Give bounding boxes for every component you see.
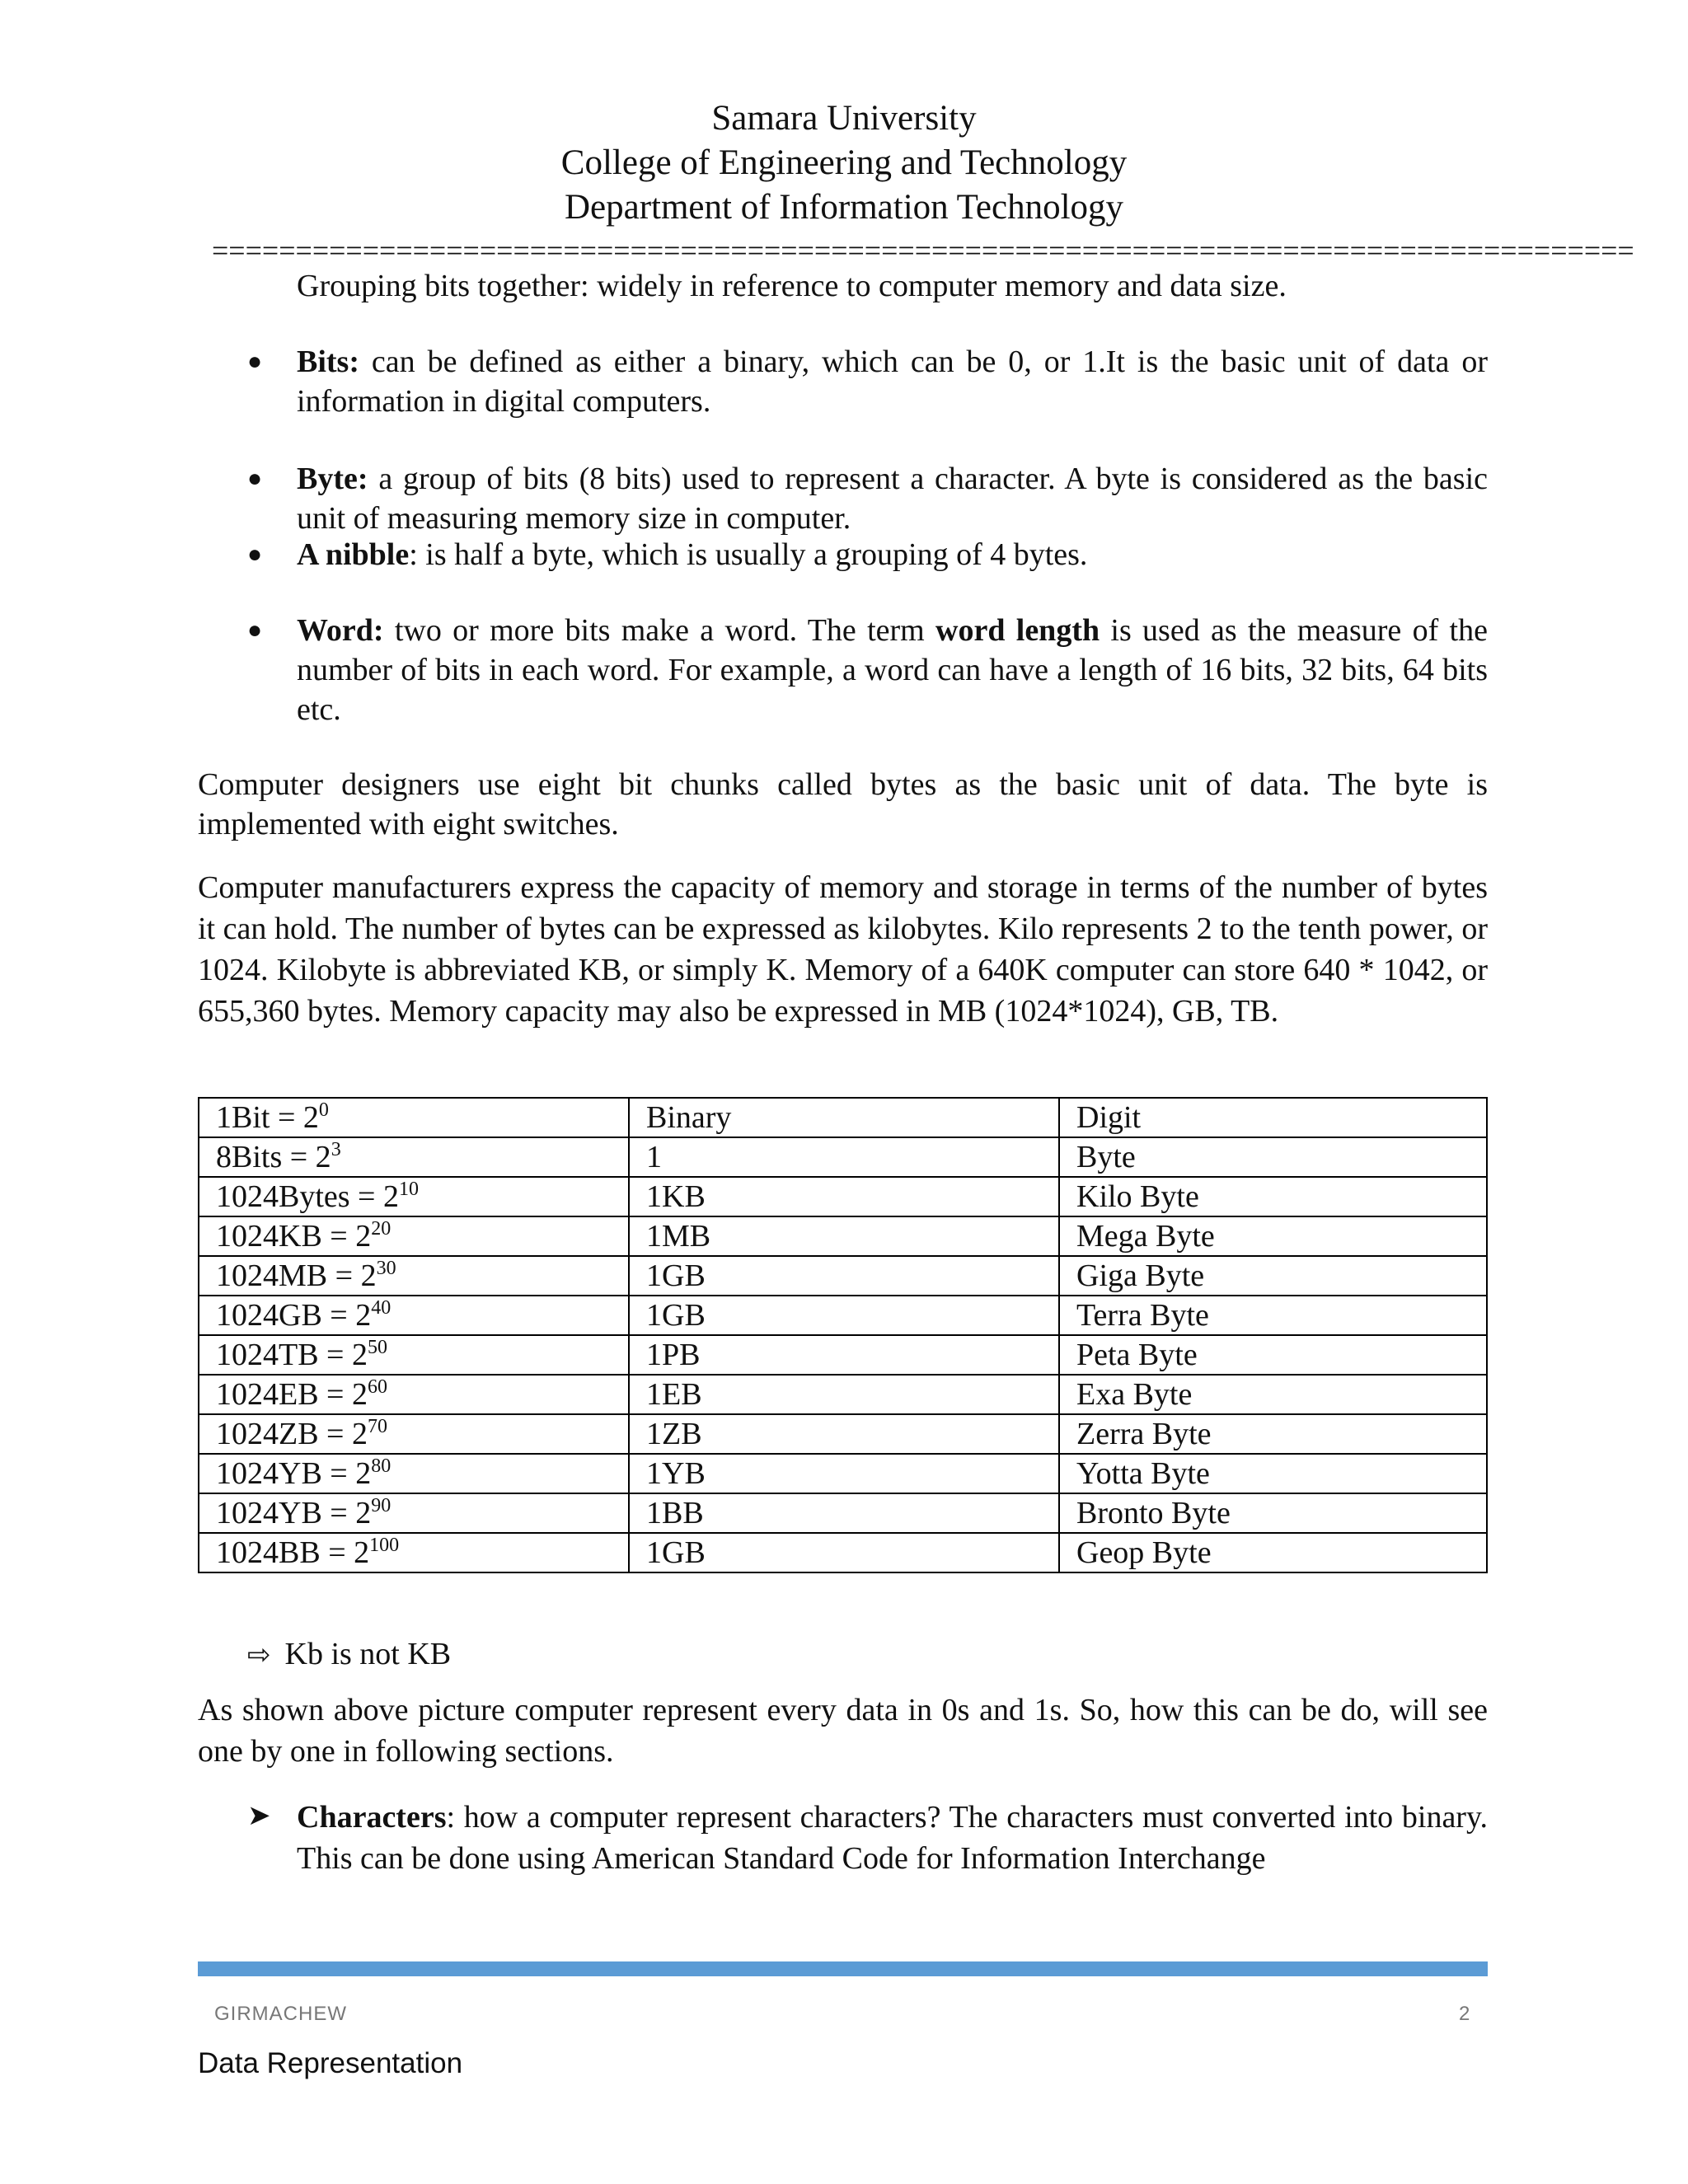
paragraph-representation: As shown above picture computer represent every data in 0s and 1s. So, how this can be do, will see one by one in following sections.: [198, 1693, 1488, 1769]
department-name: Department of Information Technology: [564, 188, 1124, 227]
power-base: 8Bits = 2: [216, 1140, 331, 1174]
paragraph-bytes: Computer designers use eight bit chunks called bytes as the basic unit of data. The byte is implemented with eight switches.: [198, 767, 1488, 841]
power-base: 1024EB = 2: [216, 1377, 368, 1412]
units-table-body: [199, 1098, 1487, 1572]
power-cell: [199, 1533, 629, 1572]
digit-cell: Mega Byte: [1059, 1216, 1487, 1256]
digit-cell: Peta Byte: [1059, 1335, 1487, 1375]
power-cell: [199, 1454, 629, 1493]
nibble-text: : is half a byte, which is usually a grouping of 4 bytes.: [409, 537, 1088, 572]
power-base: 1024TB = 2: [216, 1338, 368, 1372]
digit-cell: Digit: [1059, 1098, 1487, 1137]
table-row: [199, 1335, 1487, 1375]
digit-cell: Yotta Byte: [1059, 1454, 1487, 1493]
digit-cell: Zerra Byte: [1059, 1414, 1487, 1454]
bits-term: Bits:: [297, 344, 359, 379]
table-row: [199, 1177, 1487, 1216]
digit-cell: Exa Byte: [1059, 1375, 1487, 1414]
binary-cell: 1GB: [629, 1256, 1059, 1296]
bits-text: can be defined as either a binary, which can be 0, or 1.It is the basic unit of data or information in digital computers.: [297, 344, 1488, 419]
power-cell: [199, 1375, 629, 1414]
table-row: [199, 1493, 1487, 1533]
units-table: [198, 1097, 1488, 1573]
bits-definition: [297, 342, 1488, 421]
power-cell: [199, 1296, 629, 1335]
power-base: 1024YB = 2: [216, 1496, 372, 1530]
table-row: [199, 1414, 1487, 1454]
binary-cell: 1PB: [629, 1335, 1059, 1375]
power-base: 1024ZB = 2: [216, 1417, 368, 1451]
header-separator: =====================================================================================: [212, 234, 1634, 267]
binary-cell: 1YB: [629, 1454, 1059, 1493]
byte-text: a group of bits (8 bits) used to represent a character. A byte is considered as the basic unit of measuring memory size in computer.: [297, 462, 1488, 536]
bullet-dot: ●: [247, 348, 263, 375]
characters-text: : how a computer represent characters? The characters must converted into binary. This can be done using American Standard Code for Information Interchange: [297, 1800, 1488, 1876]
digit-cell: Byte: [1059, 1137, 1487, 1177]
binary-cell: Binary: [629, 1098, 1059, 1137]
table-row: [199, 1098, 1487, 1137]
footer-document-title: Data Representation: [198, 2047, 463, 2079]
byte-term: Byte:: [297, 462, 368, 496]
word-definition: [297, 611, 1488, 729]
bullet-dot: ●: [247, 541, 263, 568]
footer-bar: [198, 1961, 1488, 1976]
power-exponent: 0: [318, 1099, 329, 1121]
byte-definition: [297, 459, 1488, 538]
power-exponent: 70: [368, 1416, 387, 1437]
table-row: [199, 1375, 1487, 1414]
nibble-definition: [297, 535, 1488, 574]
word-text-b: is used as the measure of the number of bits in each word. For example, a word can have a length of 16 bits, 32 bits, 64 bits etc.: [297, 613, 1488, 727]
power-exponent: 90: [371, 1495, 392, 1516]
power-cell: [199, 1414, 629, 1454]
power-exponent: 30: [376, 1258, 396, 1279]
digit-cell: Bronto Byte: [1059, 1493, 1487, 1533]
paragraph-capacity: Computer manufacturers express the capacity of memory and storage in terms of the number of bytes it can hold. The number of bytes can be expressed as kilobytes. Kilo represents 2 to the tenth power, or 1024. Kilobyte is abbreviated KB, or simply K. Memory of a 640K computer can store 640 * 1042, or 655,360 bytes. Memory capacity may also be expressed in MB (1024*1024), GB, TB.: [198, 870, 1488, 1029]
power-cell: [199, 1256, 629, 1296]
binary-cell: 1MB: [629, 1216, 1059, 1256]
bullet-dot: ●: [247, 465, 263, 492]
digit-cell: Kilo Byte: [1059, 1177, 1487, 1216]
binary-cell: 1: [629, 1137, 1059, 1177]
power-cell: [199, 1137, 629, 1177]
characters-term: Characters: [297, 1800, 447, 1835]
power-exponent: 100: [369, 1535, 400, 1556]
table-row: [199, 1137, 1487, 1177]
digit-cell: Giga Byte: [1059, 1256, 1487, 1296]
binary-cell: 1EB: [629, 1375, 1059, 1414]
power-base: 1024YB = 2: [216, 1456, 372, 1491]
binary-cell: 1ZB: [629, 1414, 1059, 1454]
binary-cell: 1BB: [629, 1493, 1059, 1533]
table-row: [199, 1454, 1487, 1493]
university-name: Samara University: [711, 99, 977, 138]
arrowhead-bullet-icon: ➤: [247, 1801, 271, 1831]
word-term: Word:: [297, 613, 384, 648]
binary-cell: 1GB: [629, 1533, 1059, 1572]
power-exponent: 80: [371, 1455, 392, 1477]
college-name: College of Engineering and Technology: [560, 143, 1128, 182]
characters-definition: [297, 1797, 1488, 1879]
binary-cell: 1GB: [629, 1296, 1059, 1335]
power-base: 1Bit = 2: [216, 1100, 319, 1135]
intro-text: Grouping bits together: widely in reference to computer memory and data size.: [297, 269, 1287, 303]
digit-cell: Geop Byte: [1059, 1533, 1487, 1572]
power-exponent: 50: [368, 1337, 387, 1358]
table-row: [199, 1256, 1487, 1296]
power-base: 1024Bytes = 2: [216, 1179, 399, 1214]
power-cell: [199, 1335, 629, 1375]
power-exponent: 60: [368, 1376, 387, 1398]
footer-author: GIRMACHEW: [214, 2003, 347, 2025]
word-text-a: two or more bits make a word. The term: [383, 613, 936, 648]
power-base: 1024GB = 2: [216, 1298, 372, 1333]
table-row: [199, 1216, 1487, 1256]
power-cell: [199, 1177, 629, 1216]
power-base: 1024MB = 2: [216, 1258, 377, 1293]
power-base: 1024BB = 2: [216, 1535, 370, 1570]
nibble-term: A nibble: [297, 537, 410, 572]
bullet-dot: ●: [247, 616, 263, 644]
note-text: Kb is not KB: [284, 1637, 452, 1671]
arrow-icon: ⇨: [247, 1640, 271, 1671]
footer-page-number: 2: [1459, 2003, 1470, 2025]
digit-cell: Terra Byte: [1059, 1296, 1487, 1335]
power-base: 1024KB = 2: [216, 1219, 372, 1254]
power-exponent: 20: [371, 1218, 392, 1240]
power-exponent: 40: [371, 1297, 392, 1319]
note-item: [247, 1636, 451, 1672]
table-row: [199, 1296, 1487, 1335]
power-cell: [199, 1493, 629, 1533]
power-exponent: 3: [331, 1139, 341, 1160]
power-exponent: 10: [399, 1179, 419, 1200]
binary-cell: 1KB: [629, 1177, 1059, 1216]
power-cell: [199, 1098, 629, 1137]
word-length-term: word length: [935, 613, 1100, 648]
power-cell: [199, 1216, 629, 1256]
table-row: [199, 1533, 1487, 1572]
